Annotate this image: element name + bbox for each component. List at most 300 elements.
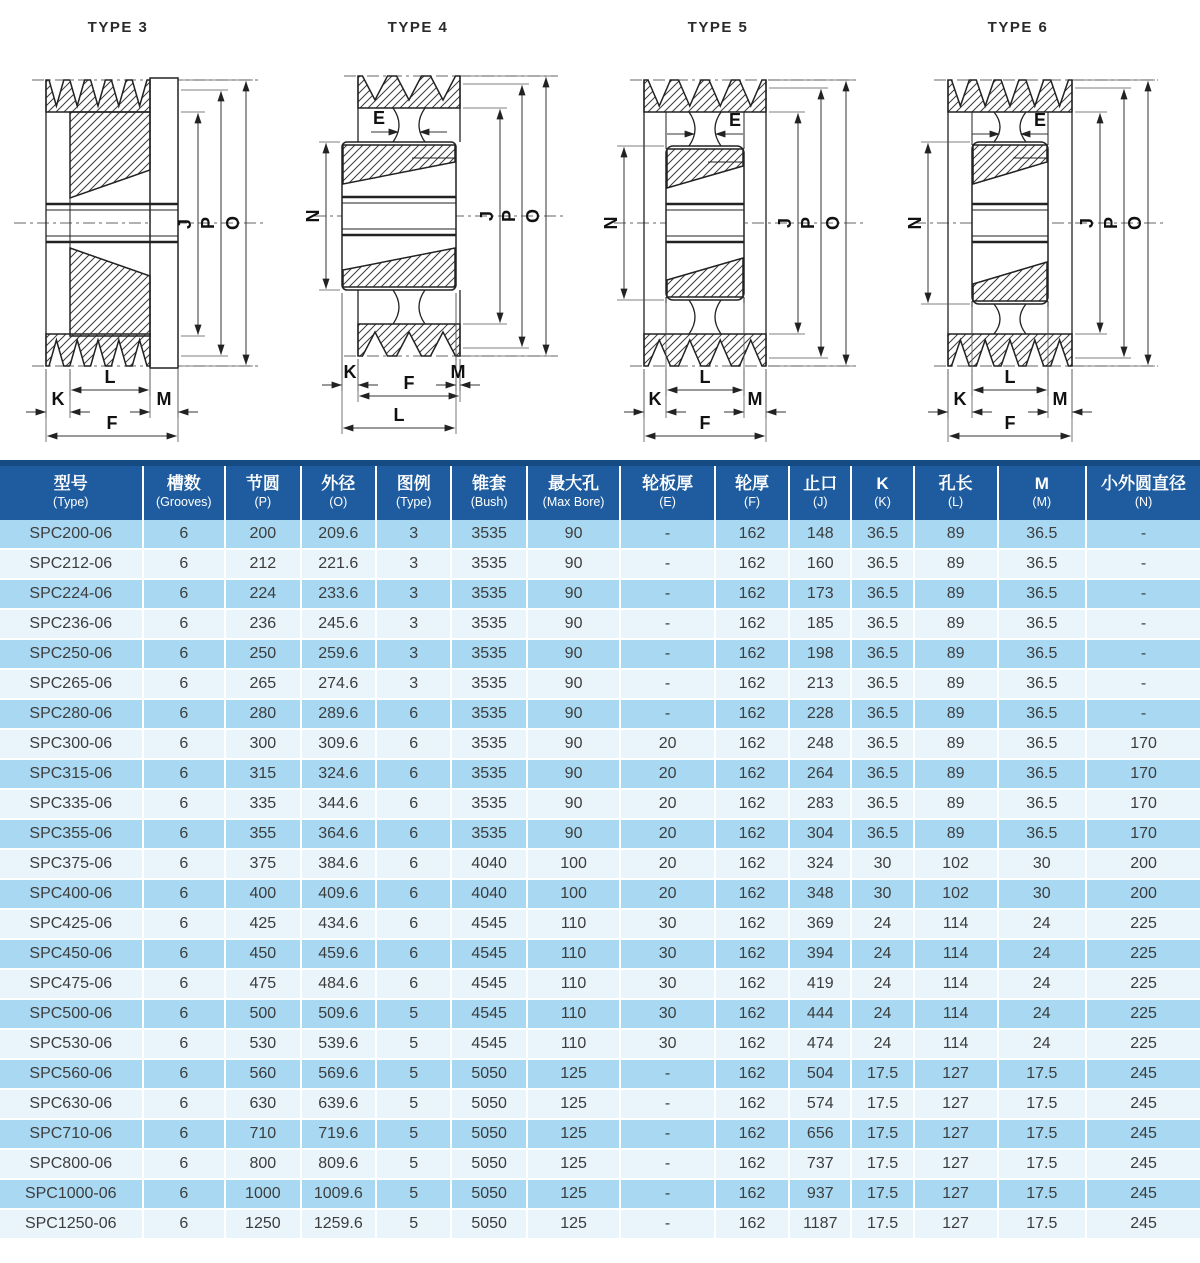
table-row bbox=[0, 1149, 1200, 1179]
table-cell: 474 bbox=[789, 1029, 851, 1059]
table-cell: 24 bbox=[998, 909, 1087, 939]
table-cell: 225 bbox=[1086, 999, 1200, 1029]
table-cell: - bbox=[620, 1179, 715, 1209]
table-cell: 3 bbox=[376, 639, 451, 669]
table-cell: 6 bbox=[143, 1209, 226, 1239]
table-cell: 5 bbox=[376, 999, 451, 1029]
table-cell: 228 bbox=[789, 699, 851, 729]
table-cell: 3535 bbox=[451, 609, 526, 639]
table-cell: SPC335-06 bbox=[0, 789, 143, 819]
table-cell: 484.6 bbox=[301, 969, 376, 999]
table-cell: 36.5 bbox=[998, 520, 1087, 549]
table-row bbox=[0, 789, 1200, 819]
table-cell: 89 bbox=[914, 520, 998, 549]
spec-table bbox=[0, 460, 1200, 1240]
dim-label-e: E bbox=[728, 110, 742, 130]
table-cell: 1250 bbox=[225, 1209, 300, 1239]
table-cell: 375 bbox=[225, 849, 300, 879]
table-cell: 6 bbox=[143, 1179, 226, 1209]
table-cell: 4545 bbox=[451, 909, 526, 939]
table-cell: 127 bbox=[914, 1209, 998, 1239]
table-cell: 212 bbox=[225, 549, 300, 579]
table-cell: 17.5 bbox=[998, 1119, 1087, 1149]
table-cell: 36.5 bbox=[998, 789, 1087, 819]
table-cell: 89 bbox=[914, 639, 998, 669]
table-cell: 20 bbox=[620, 789, 715, 819]
table-cell: 36.5 bbox=[851, 789, 913, 819]
table-cell: SPC355-06 bbox=[0, 819, 143, 849]
table-cell: 280 bbox=[225, 699, 300, 729]
table-cell: 36.5 bbox=[998, 609, 1087, 639]
rim-grooves-top bbox=[358, 76, 460, 108]
table-cell: 400 bbox=[225, 879, 300, 909]
table-cell: 36.5 bbox=[851, 639, 913, 669]
table-cell: 6 bbox=[143, 520, 226, 549]
table-cell: 364.6 bbox=[301, 819, 376, 849]
table-cell: 90 bbox=[527, 639, 620, 669]
table-cell: 170 bbox=[1086, 819, 1200, 849]
dim-label-e: E bbox=[372, 108, 386, 128]
rim-grooves-bottom bbox=[948, 334, 1072, 366]
table-cell: 17.5 bbox=[851, 1209, 913, 1239]
column-header-en: (Type) bbox=[396, 495, 432, 510]
table-cell: 937 bbox=[789, 1179, 851, 1209]
table-cell: 90 bbox=[527, 819, 620, 849]
table-cell: 344.6 bbox=[301, 789, 376, 819]
table-cell: - bbox=[620, 1209, 715, 1239]
table-row bbox=[0, 549, 1200, 579]
table-row bbox=[0, 729, 1200, 759]
table-cell: 6 bbox=[143, 1059, 226, 1089]
table-cell: 6 bbox=[143, 999, 226, 1029]
table-cell: 17.5 bbox=[998, 1089, 1087, 1119]
table-cell: 36.5 bbox=[851, 819, 913, 849]
table-cell: 475 bbox=[225, 969, 300, 999]
table-cell: 162 bbox=[715, 909, 789, 939]
table-cell: 710 bbox=[225, 1119, 300, 1149]
table-cell: 36.5 bbox=[851, 520, 913, 549]
table-cell: 36.5 bbox=[998, 729, 1087, 759]
table-cell: 170 bbox=[1086, 789, 1200, 819]
table-cell: 20 bbox=[620, 879, 715, 909]
column-header-3 bbox=[301, 463, 376, 520]
table-cell: 24 bbox=[851, 969, 913, 999]
column-header-cn: 图例 bbox=[396, 474, 431, 493]
table-cell: 127 bbox=[914, 1059, 998, 1089]
column-header-en: (F) bbox=[744, 495, 760, 510]
dim-label-n: N bbox=[303, 209, 323, 223]
table-row bbox=[0, 609, 1200, 639]
table-cell: 162 bbox=[715, 939, 789, 969]
table-cell: 504 bbox=[789, 1059, 851, 1089]
dim-label-m: M bbox=[747, 389, 763, 409]
table-cell: 6 bbox=[143, 609, 226, 639]
table-cell: 6 bbox=[143, 669, 226, 699]
table-cell: - bbox=[620, 639, 715, 669]
table-cell: 100 bbox=[527, 879, 620, 909]
column-header-en: (K) bbox=[874, 495, 891, 510]
table-cell: 6 bbox=[143, 909, 226, 939]
table-cell: 17.5 bbox=[998, 1149, 1087, 1179]
rim-grooves-top bbox=[644, 80, 766, 112]
table-cell: 6 bbox=[376, 879, 451, 909]
table-cell: 6 bbox=[376, 729, 451, 759]
table-cell: SPC500-06 bbox=[0, 999, 143, 1029]
table-cell: - bbox=[620, 1119, 715, 1149]
table-cell: 89 bbox=[914, 579, 998, 609]
table-cell: 324 bbox=[789, 849, 851, 879]
table-cell: 6 bbox=[143, 1119, 226, 1149]
column-header-8 bbox=[715, 463, 789, 520]
table-row bbox=[0, 759, 1200, 789]
table-cell: SPC400-06 bbox=[0, 879, 143, 909]
table-cell: 110 bbox=[527, 939, 620, 969]
table-cell: 444 bbox=[789, 999, 851, 1029]
table-cell: 245 bbox=[1086, 1089, 1200, 1119]
table-cell: 36.5 bbox=[851, 549, 913, 579]
table-cell: 6 bbox=[376, 969, 451, 999]
dim-label-f: F bbox=[403, 373, 415, 393]
table-cell: 127 bbox=[914, 1119, 998, 1149]
table-cell: 90 bbox=[527, 789, 620, 819]
diagram-title: TYPE 6 bbox=[987, 19, 1049, 36]
diagram-title: TYPE 3 bbox=[87, 19, 149, 36]
table-cell: 17.5 bbox=[998, 1059, 1087, 1089]
column-header-cn: 孔长 bbox=[938, 474, 973, 493]
table-cell: 335 bbox=[225, 789, 300, 819]
table-cell: 6 bbox=[143, 1149, 226, 1179]
dim-label-l: L bbox=[393, 405, 405, 425]
table-cell: 90 bbox=[527, 759, 620, 789]
table-cell: 539.6 bbox=[301, 1029, 376, 1059]
pulley-drawing-type-5 bbox=[600, 0, 900, 456]
table-cell: 419 bbox=[789, 969, 851, 999]
table-cell: 162 bbox=[715, 969, 789, 999]
dim-label-k: K bbox=[343, 362, 357, 382]
table-cell: 250 bbox=[225, 639, 300, 669]
dim-label-o: O bbox=[523, 208, 543, 224]
table-cell: - bbox=[1086, 549, 1200, 579]
table-cell: 348 bbox=[789, 879, 851, 909]
dim-label-f: F bbox=[699, 413, 711, 433]
table-cell: 114 bbox=[914, 969, 998, 999]
table-cell: 6 bbox=[143, 699, 226, 729]
table-cell: 5050 bbox=[451, 1209, 526, 1239]
table-cell: SPC315-06 bbox=[0, 759, 143, 789]
rim-grooves-bottom bbox=[644, 334, 766, 366]
table-row bbox=[0, 969, 1200, 999]
table-cell: 245 bbox=[1086, 1209, 1200, 1239]
table-cell: 114 bbox=[914, 1029, 998, 1059]
table-cell: 127 bbox=[914, 1089, 998, 1119]
table-cell: 6 bbox=[143, 789, 226, 819]
table-cell: 20 bbox=[620, 849, 715, 879]
table-cell: 162 bbox=[715, 1179, 789, 1209]
table-cell: 315 bbox=[225, 759, 300, 789]
table-cell: 24 bbox=[851, 999, 913, 1029]
table-cell: 125 bbox=[527, 1149, 620, 1179]
table-cell: 225 bbox=[1086, 1029, 1200, 1059]
table-cell: 630 bbox=[225, 1089, 300, 1119]
table-cell: 89 bbox=[914, 729, 998, 759]
table-cell: 36.5 bbox=[998, 759, 1087, 789]
table-cell: 90 bbox=[527, 699, 620, 729]
table-cell: SPC280-06 bbox=[0, 699, 143, 729]
table-cell: SPC300-06 bbox=[0, 729, 143, 759]
table-cell: 4545 bbox=[451, 999, 526, 1029]
table-cell: 3535 bbox=[451, 579, 526, 609]
table-cell: 162 bbox=[715, 609, 789, 639]
table-cell: 162 bbox=[715, 549, 789, 579]
table-cell: 3535 bbox=[451, 759, 526, 789]
table-cell: 36.5 bbox=[851, 729, 913, 759]
table-cell: 3535 bbox=[451, 729, 526, 759]
table-cell: 17.5 bbox=[851, 1149, 913, 1179]
table-cell: - bbox=[1086, 699, 1200, 729]
table-cell: 162 bbox=[715, 819, 789, 849]
table-cell: SPC212-06 bbox=[0, 549, 143, 579]
table-cell: 6 bbox=[143, 879, 226, 909]
table-row bbox=[0, 999, 1200, 1029]
column-header-en: (J) bbox=[812, 495, 828, 510]
table-cell: 809.6 bbox=[301, 1149, 376, 1179]
table-cell: SPC375-06 bbox=[0, 849, 143, 879]
dim-label-p: P bbox=[1101, 216, 1121, 230]
table-cell: 304 bbox=[789, 819, 851, 849]
table-cell: 110 bbox=[527, 909, 620, 939]
table-cell: 90 bbox=[527, 669, 620, 699]
dim-label-p: P bbox=[198, 216, 218, 230]
column-header-13 bbox=[1086, 463, 1200, 520]
column-header-cn: 最大孔 bbox=[548, 474, 600, 493]
rim-grooves-bottom bbox=[46, 334, 150, 366]
table-cell: 162 bbox=[715, 669, 789, 699]
column-header-cn: 轮厚 bbox=[735, 474, 770, 493]
rim-grooves-top bbox=[948, 80, 1072, 112]
column-header-en: (Max Bore) bbox=[542, 495, 605, 510]
table-cell: 200 bbox=[225, 520, 300, 549]
table-cell: 162 bbox=[715, 1059, 789, 1089]
column-header-cn: 槽数 bbox=[166, 474, 201, 493]
table-cell: 459.6 bbox=[301, 939, 376, 969]
table-cell: 6 bbox=[143, 969, 226, 999]
table-cell: 36.5 bbox=[998, 639, 1087, 669]
table-cell: 289.6 bbox=[301, 699, 376, 729]
table-cell: 3535 bbox=[451, 789, 526, 819]
table-row bbox=[0, 1029, 1200, 1059]
web-upper bbox=[70, 112, 150, 198]
table-cell: 162 bbox=[715, 520, 789, 549]
table-cell: 355 bbox=[225, 819, 300, 849]
table-cell: 36.5 bbox=[998, 819, 1087, 849]
table-row bbox=[0, 879, 1200, 909]
dim-label-m: M bbox=[1052, 389, 1068, 409]
rim-grooves-bottom bbox=[358, 324, 460, 356]
table-cell: 162 bbox=[715, 1149, 789, 1179]
pulley-drawing-type-6 bbox=[900, 0, 1200, 456]
table-cell: 89 bbox=[914, 549, 998, 579]
table-cell: SPC250-06 bbox=[0, 639, 143, 669]
table-cell: 265 bbox=[225, 669, 300, 699]
dim-label-f: F bbox=[1004, 413, 1016, 433]
web-lower bbox=[70, 248, 150, 336]
column-header-1 bbox=[143, 463, 226, 520]
table-cell: 6 bbox=[143, 639, 226, 669]
table-cell: 737 bbox=[789, 1149, 851, 1179]
column-header-11 bbox=[914, 463, 998, 520]
table-cell: 114 bbox=[914, 939, 998, 969]
table-cell: 224 bbox=[225, 579, 300, 609]
table-cell: 245.6 bbox=[301, 609, 376, 639]
column-header-cn: 节圆 bbox=[245, 474, 280, 493]
dim-label-j: J bbox=[775, 217, 795, 229]
column-header-cn: 轮板厚 bbox=[642, 474, 694, 493]
table-cell: SPC560-06 bbox=[0, 1059, 143, 1089]
table-cell: 5 bbox=[376, 1149, 451, 1179]
table-cell: 5 bbox=[376, 1119, 451, 1149]
dim-label-l: L bbox=[104, 367, 116, 387]
table-cell: 233.6 bbox=[301, 579, 376, 609]
table-cell: 369 bbox=[789, 909, 851, 939]
table-cell: 90 bbox=[527, 729, 620, 759]
table-cell: 236 bbox=[225, 609, 300, 639]
table-cell: 5 bbox=[376, 1029, 451, 1059]
table-cell: 89 bbox=[914, 699, 998, 729]
diagram-title: TYPE 4 bbox=[387, 19, 449, 36]
column-header-cn: 锥套 bbox=[472, 474, 507, 493]
table-cell: 6 bbox=[143, 849, 226, 879]
table-cell: 114 bbox=[914, 999, 998, 1029]
table-cell: 30 bbox=[998, 879, 1087, 909]
table-cell: 324.6 bbox=[301, 759, 376, 789]
column-header-6 bbox=[527, 463, 620, 520]
table-cell: 248 bbox=[789, 729, 851, 759]
table-cell: 3 bbox=[376, 549, 451, 579]
dim-label-o: O bbox=[223, 215, 243, 231]
table-cell: - bbox=[620, 699, 715, 729]
table-cell: 800 bbox=[225, 1149, 300, 1179]
dim-label-e: E bbox=[1033, 110, 1047, 130]
table-row bbox=[0, 909, 1200, 939]
table-cell: 425 bbox=[225, 909, 300, 939]
table-cell: 5050 bbox=[451, 1059, 526, 1089]
table-cell: 30 bbox=[620, 939, 715, 969]
column-header-10 bbox=[851, 463, 913, 520]
table-cell: 6 bbox=[376, 939, 451, 969]
table-cell: 127 bbox=[914, 1179, 998, 1209]
table-cell: 162 bbox=[715, 849, 789, 879]
table-cell: 30 bbox=[620, 999, 715, 1029]
table-cell: 90 bbox=[527, 520, 620, 549]
table-cell: 394 bbox=[789, 939, 851, 969]
table-cell: 6 bbox=[143, 549, 226, 579]
table-cell: 3535 bbox=[451, 639, 526, 669]
column-header-2 bbox=[225, 463, 300, 520]
rim-grooves-top bbox=[46, 80, 150, 112]
table-cell: 30 bbox=[620, 1029, 715, 1059]
table-cell: 6 bbox=[376, 759, 451, 789]
table-cell: 6 bbox=[376, 909, 451, 939]
table-cell: 3535 bbox=[451, 669, 526, 699]
column-header-cn: 止口 bbox=[803, 474, 838, 493]
dim-label-p: P bbox=[499, 209, 519, 223]
table-cell: 110 bbox=[527, 999, 620, 1029]
table-cell: 20 bbox=[620, 819, 715, 849]
column-header-en: (Bush) bbox=[470, 495, 508, 510]
table-cell: 3 bbox=[376, 609, 451, 639]
table-cell: SPC265-06 bbox=[0, 669, 143, 699]
table-cell: 90 bbox=[527, 549, 620, 579]
table-cell: - bbox=[620, 579, 715, 609]
table-cell: 209.6 bbox=[301, 520, 376, 549]
table-cell: SPC425-06 bbox=[0, 909, 143, 939]
table-cell: 36.5 bbox=[998, 549, 1087, 579]
dim-label-k: K bbox=[953, 389, 967, 409]
table-cell: 198 bbox=[789, 639, 851, 669]
table-cell: 162 bbox=[715, 789, 789, 819]
table-cell: 162 bbox=[715, 1209, 789, 1239]
table-cell: 148 bbox=[789, 520, 851, 549]
table-cell: 1187 bbox=[789, 1209, 851, 1239]
table-row bbox=[0, 639, 1200, 669]
table-cell: 5050 bbox=[451, 1089, 526, 1119]
table-cell: 162 bbox=[715, 759, 789, 789]
table-cell: 6 bbox=[143, 1029, 226, 1059]
table-cell: 162 bbox=[715, 1029, 789, 1059]
dim-label-m: M bbox=[156, 389, 172, 409]
table-row bbox=[0, 939, 1200, 969]
table-cell: 30 bbox=[620, 969, 715, 999]
table-row bbox=[0, 1059, 1200, 1089]
table-cell: 309.6 bbox=[301, 729, 376, 759]
table-cell: - bbox=[620, 1089, 715, 1119]
table-cell: 160 bbox=[789, 549, 851, 579]
column-header-0 bbox=[0, 463, 143, 520]
table-cell: 5050 bbox=[451, 1179, 526, 1209]
table-cell: 574 bbox=[789, 1089, 851, 1119]
table-cell: 24 bbox=[851, 909, 913, 939]
table-cell: SPC800-06 bbox=[0, 1149, 143, 1179]
table-row bbox=[0, 579, 1200, 609]
table-cell: 30 bbox=[620, 909, 715, 939]
table-cell: 3535 bbox=[451, 520, 526, 549]
table-cell: 5050 bbox=[451, 1119, 526, 1149]
column-header-cn: 型号 bbox=[53, 474, 88, 493]
table-cell: 225 bbox=[1086, 939, 1200, 969]
table-cell: 5 bbox=[376, 1059, 451, 1089]
table-cell: - bbox=[1086, 520, 1200, 549]
table-cell: 36.5 bbox=[851, 609, 913, 639]
table-cell: 3 bbox=[376, 520, 451, 549]
dim-label-n: N bbox=[905, 216, 925, 230]
table-cell: 102 bbox=[914, 879, 998, 909]
table-cell: 114 bbox=[914, 909, 998, 939]
table-cell: 6 bbox=[376, 699, 451, 729]
table-cell: - bbox=[1086, 669, 1200, 699]
table-cell: SPC224-06 bbox=[0, 579, 143, 609]
table-cell: 24 bbox=[998, 999, 1087, 1029]
table-cell: 17.5 bbox=[998, 1179, 1087, 1209]
table-cell: 6 bbox=[143, 759, 226, 789]
table-cell: 17.5 bbox=[851, 1089, 913, 1119]
table-cell: 162 bbox=[715, 879, 789, 909]
table-cell: 89 bbox=[914, 759, 998, 789]
table-cell: 17.5 bbox=[851, 1179, 913, 1209]
table-cell: 4545 bbox=[451, 939, 526, 969]
header-row bbox=[0, 463, 1200, 520]
table-cell: 89 bbox=[914, 609, 998, 639]
column-header-7 bbox=[620, 463, 715, 520]
